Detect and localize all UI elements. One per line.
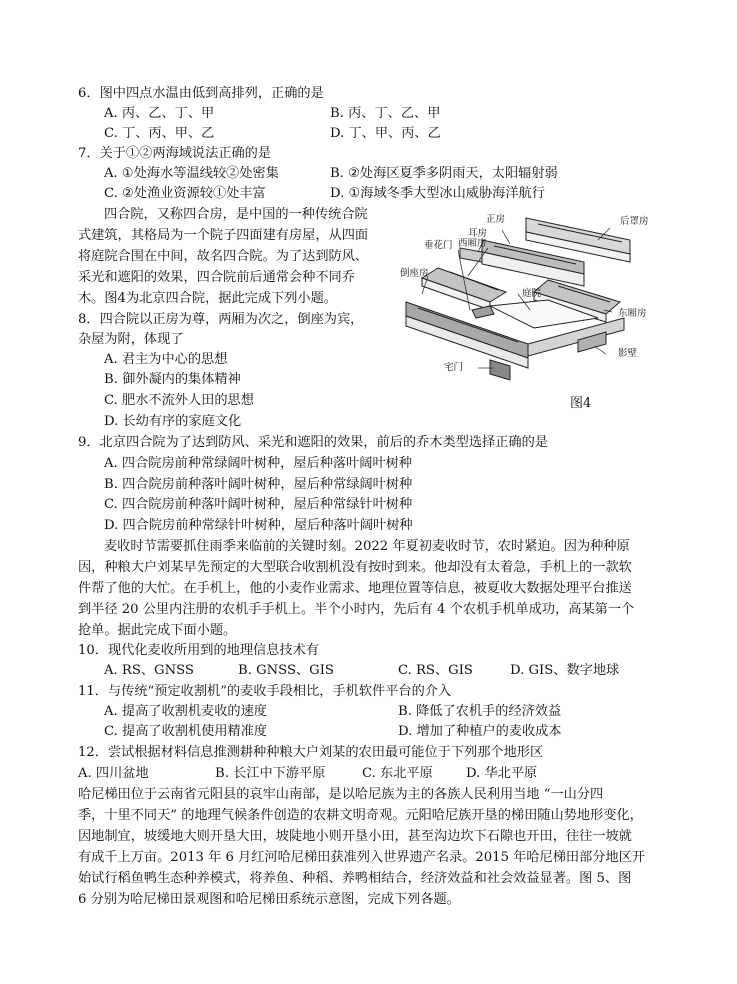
q8-option-d: D. 长幼有序的家庭文化 bbox=[104, 414, 242, 429]
q9-option-a: A. 四合院房前种常绿阔叶树种，屋后种落叶阔叶树种 bbox=[104, 456, 413, 471]
label-yingbi: 影壁 bbox=[618, 348, 638, 359]
harvest-line-1: 麦收时节需要抓住雨季来临前的关键时刻。2022 年夏初麦收时节，农时紧迫。因为种种原 bbox=[104, 539, 630, 554]
hani-line-6: 6 分别为哈尼梯田景观图和哈尼梯田系统示意图，完成下列各题。 bbox=[78, 892, 460, 907]
q7-option-d: D. ①海域冬季大型冰山威胁海洋航行 bbox=[330, 186, 545, 201]
figure-4-caption: 图4 bbox=[570, 396, 592, 411]
harvest-line-2: 因，种粮大户刘某早先预定的大型联合收割机没有按时到来。他却没有太着急，手机上的一款软 bbox=[78, 560, 632, 575]
q8-option-c: C. 肥水不流外人田的思想 bbox=[104, 393, 254, 408]
label-daozuofang: 倒座房 bbox=[400, 268, 429, 279]
label-zhengfang: 正房 bbox=[486, 214, 506, 225]
siheyuan-line-3: 将庭院合围在中间，故名四合院。为了达到防风、 bbox=[78, 249, 369, 264]
q11-option-b: B. 降低了农机手的经济效益 bbox=[398, 704, 562, 719]
q10-stem: 10．现代化麦收所用到的地理信息技术有 bbox=[78, 643, 319, 658]
hani-line-1: 哈尼梯田位于云南省元阳县的哀牢山南部，是以哈尼族为主的各族人民利用当地 “一山分四 bbox=[78, 787, 604, 802]
label-chuihuamen: 垂花门 bbox=[424, 240, 453, 251]
siheyuan-line-4: 采光和遮阳的效果，四合院前后通常会种不同乔 bbox=[78, 270, 355, 285]
q10-option-c: C. RS、GIS bbox=[398, 663, 473, 678]
q9-option-d: D. 四合院房前种常绿针叶树种，屋后种落叶阔叶树种 bbox=[104, 518, 413, 533]
q9-option-c: C. 四合院房前种落叶阔叶树种，屋后种常绿针叶树种 bbox=[104, 497, 413, 512]
hani-line-3: 因地制宜，坡缓地大则开垦大田，坡陡地小则开垦小田，甚至沟边坎下石隙也开田，往往一坡就 bbox=[78, 829, 632, 844]
q8-option-a: A. 君主为中心的思想 bbox=[104, 352, 228, 367]
q6-option-a: A. 丙、乙、丁、甲 bbox=[104, 106, 215, 121]
q9-option-b: B. 四合院房前种落叶阔叶树种，屋后种常绿阔叶树种 bbox=[104, 477, 413, 492]
hani-line-4: 有成千上万亩。2013 年 6 月红河哈尼梯田获准列入世界遗产名录。2015 年哈尼梯田部分地区开 bbox=[78, 850, 646, 865]
harvest-line-5: 抢单。据此完成下面小题。 bbox=[78, 623, 237, 638]
q7-option-c: C. ②处渔业资源较①处丰富 bbox=[104, 186, 266, 201]
q10-option-b: B. GNSS、GIS bbox=[238, 663, 334, 678]
harvest-line-4: 到半径 20 公里内注册的农机手手机上。半个小时内，先后有 4 个农机手机单成功，高某第一个 bbox=[78, 602, 635, 617]
label-tingyuan: 庭院 bbox=[522, 288, 542, 299]
hani-line-5: 始试行稻鱼鸭生态种养模式，将养鱼、种稻、养鸭相结合，经济效益和社会效益显著。图 5、图 bbox=[78, 871, 632, 886]
q7-stem: 7．关于①②两海域说法正确的是 bbox=[78, 146, 272, 161]
label-zhaimen: 宅门 bbox=[444, 362, 464, 373]
q10-option-a: A. RS、GNSS bbox=[104, 663, 194, 678]
q12-option-d: D. 华北平原 bbox=[466, 766, 538, 781]
q11-stem: 11．与传统“预定收割机”的麦收手段相比，手机软件平台的介入 bbox=[78, 684, 452, 699]
q7-option-a: A. ①处海水等温线较②处密集 bbox=[104, 166, 279, 181]
q6-option-d: D. 丁、甲、丙、乙 bbox=[330, 126, 441, 141]
siheyuan-line-5: 木。图4为北京四合院，据此完成下列小题。 bbox=[78, 291, 337, 306]
q11-option-a: A. 提高了收割机麦收的速度 bbox=[104, 704, 267, 719]
siheyuan-figure bbox=[398, 210, 660, 410]
siheyuan-line-2: 式建筑，其格局为一个院子四面建有房屋，从四面 bbox=[78, 228, 369, 243]
q6-option-b: B. 丙、丁、乙、甲 bbox=[330, 106, 441, 121]
q6-option-c: C. 丁、丙、甲、乙 bbox=[104, 126, 215, 141]
q9-stem: 9．北京四合院为了达到防风、采光和遮阳的效果，前后的乔木类型选择正确的是 bbox=[78, 435, 548, 450]
q11-option-d: D. 增加了种植户的麦收成本 bbox=[398, 724, 562, 739]
label-dongxiangfang: 东厢房 bbox=[618, 308, 647, 319]
harvest-line-3: 件帮了他的大忙。在手机上，他的小麦作业需求、地理位置等信息，被夏收大数据处理平台推送 bbox=[78, 581, 632, 596]
q11-option-c: C. 提高了收割机使用精准度 bbox=[104, 724, 268, 739]
q8-option-b: B. 御外凝内的集体精神 bbox=[104, 372, 241, 387]
label-xixiangfang: 西厢房 bbox=[458, 238, 487, 249]
hani-line-2: 季，十里不同天” 的地理气候条件创造的农耕文明奇观。元阳哈尼族开垦的梯田随山势地形变化， bbox=[78, 808, 643, 823]
q8-stem-line-2: 杂屋为附，体现了 bbox=[78, 332, 184, 347]
q8-stem-line-1: 8．四合院以正房为尊，两厢为次之，倒座为宾， bbox=[78, 312, 364, 327]
q12-option-a: A. 四川盆地 bbox=[78, 766, 149, 781]
siheyuan-line-1: 四合院，又称四合房，是中国的一种传统合院 bbox=[104, 207, 368, 222]
label-erfang: 耳房 bbox=[468, 228, 488, 239]
q7-option-b: B. ②处海区夏季多阴雨天，太阳辐射弱 bbox=[330, 166, 558, 181]
q10-option-d: D. GIS、数字地球 bbox=[510, 663, 620, 678]
q12-option-b: B. 长江中下游平原 bbox=[215, 766, 326, 781]
q6-stem: 6．图中四点水温由低到高排列，正确的是 bbox=[78, 86, 324, 101]
q12-stem: 12．尝试根据材料信息推测耕种种粮大户刘某的农田最可能位于下列那个地形区 bbox=[78, 745, 544, 760]
q12-option-c: C. 东北平原 bbox=[362, 766, 433, 781]
label-houzhaofang: 后罩房 bbox=[620, 216, 649, 227]
